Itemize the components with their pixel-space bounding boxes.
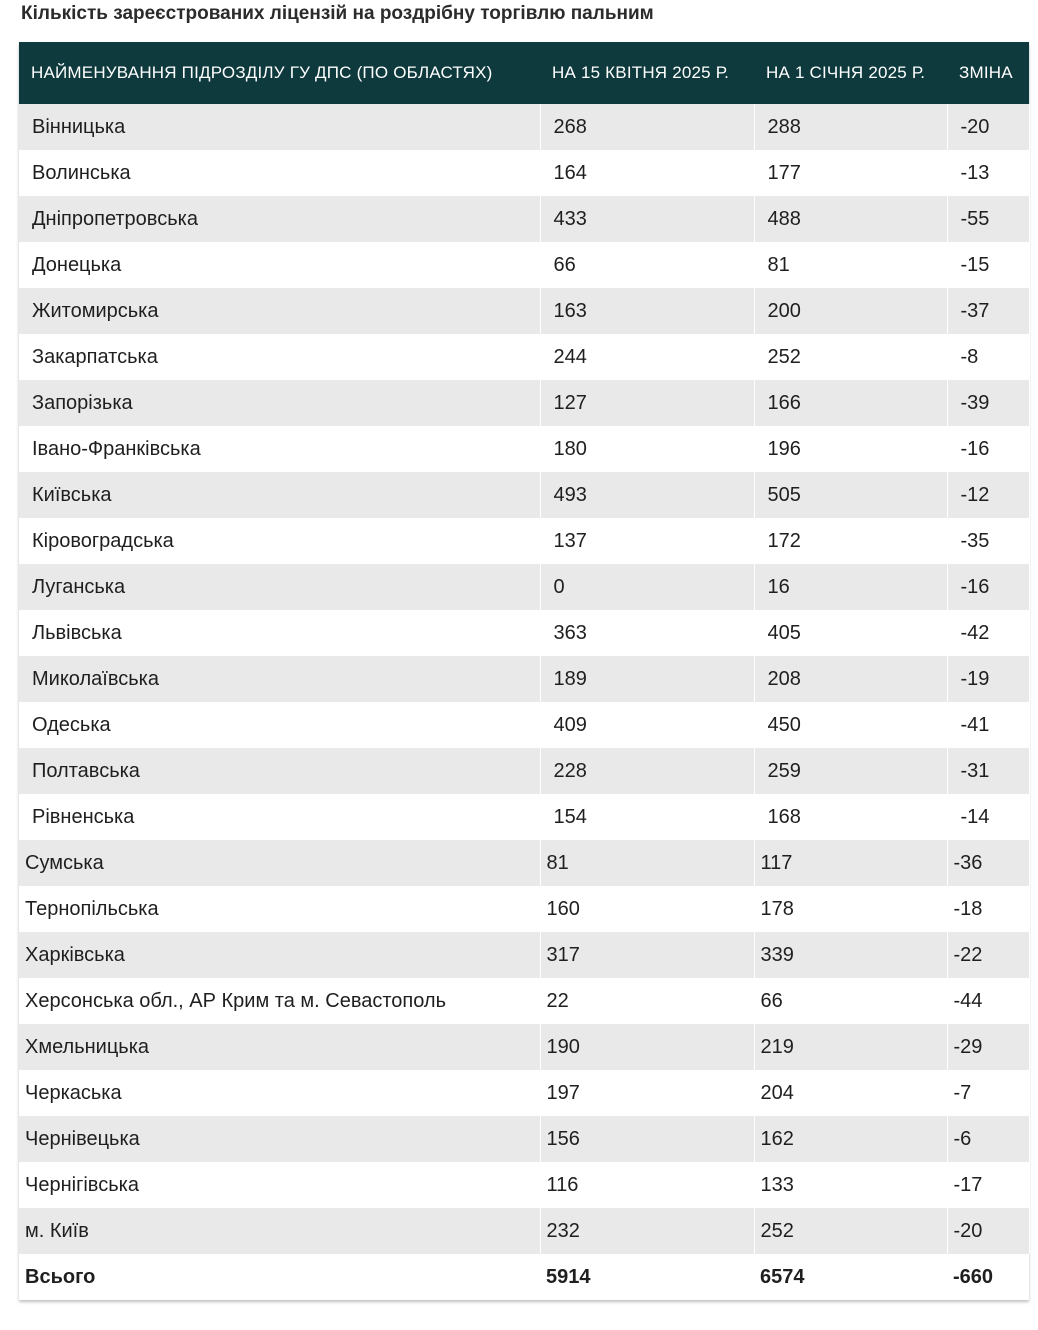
cell-change: -12 bbox=[947, 472, 1029, 518]
header-change: ЗМІНА bbox=[947, 42, 1029, 104]
cell-january: 172 bbox=[754, 518, 947, 564]
cell-january: 162 bbox=[754, 1116, 947, 1162]
cell-change: -13 bbox=[947, 150, 1029, 196]
table-row bbox=[19, 196, 1029, 242]
cell-region: Черкаська bbox=[19, 1070, 540, 1116]
cell-january: 259 bbox=[754, 748, 947, 794]
cell-january: 117 bbox=[754, 840, 947, 886]
table-row bbox=[19, 288, 1029, 334]
cell-region: Рівненська bbox=[19, 794, 540, 840]
cell-january: 66 bbox=[754, 978, 947, 1024]
cell-april: 164 bbox=[540, 150, 754, 196]
cell-change: -22 bbox=[947, 932, 1029, 978]
cell-january: 178 bbox=[754, 886, 947, 932]
table-row bbox=[19, 1162, 1029, 1208]
table-row bbox=[19, 1208, 1029, 1254]
table-row bbox=[19, 1116, 1029, 1162]
cell-region: Волинська bbox=[19, 150, 540, 196]
table-row bbox=[19, 242, 1029, 288]
cell-region: Полтавська bbox=[19, 748, 540, 794]
cell-january: 219 bbox=[754, 1024, 947, 1070]
cell-change: -19 bbox=[947, 656, 1029, 702]
cell-change: -42 bbox=[947, 610, 1029, 656]
cell-january: 339 bbox=[754, 932, 947, 978]
table-row bbox=[19, 334, 1029, 380]
cell-region: Тернопільська bbox=[19, 886, 540, 932]
cell-change: -20 bbox=[947, 1208, 1029, 1254]
cell-region: Миколаївська bbox=[19, 656, 540, 702]
cell-change: -16 bbox=[947, 564, 1029, 610]
cell-april: 160 bbox=[540, 886, 754, 932]
cell-january: 133 bbox=[754, 1162, 947, 1208]
cell-april: 22 bbox=[540, 978, 754, 1024]
cell-change: -41 bbox=[947, 702, 1029, 748]
table-row bbox=[19, 472, 1029, 518]
cell-april: 0 bbox=[540, 564, 754, 610]
cell-january: 166 bbox=[754, 380, 947, 426]
cell-january: 252 bbox=[754, 1208, 947, 1254]
cell-region: Запорізька bbox=[19, 380, 540, 426]
table-row bbox=[19, 518, 1029, 564]
header-january: НА 1 СІЧНЯ 2025 Р. bbox=[754, 42, 947, 104]
cell-change: -16 bbox=[947, 426, 1029, 472]
cell-april: 116 bbox=[540, 1162, 754, 1208]
cell-change: -6 bbox=[947, 1116, 1029, 1162]
cell-april: 81 bbox=[540, 840, 754, 886]
table-row bbox=[19, 840, 1029, 886]
table-row bbox=[19, 794, 1029, 840]
table-row bbox=[19, 886, 1029, 932]
table-row bbox=[19, 932, 1029, 978]
cell-change: -39 bbox=[947, 380, 1029, 426]
cell-change: -8 bbox=[947, 334, 1029, 380]
cell-april: 433 bbox=[540, 196, 754, 242]
cell-april: 197 bbox=[540, 1070, 754, 1116]
cell-region: Донецька bbox=[19, 242, 540, 288]
cell-april: 493 bbox=[540, 472, 754, 518]
cell-january: 505 bbox=[754, 472, 947, 518]
cell-change: -36 bbox=[947, 840, 1029, 886]
cell-january: 200 bbox=[754, 288, 947, 334]
cell-april: 180 bbox=[540, 426, 754, 472]
cell-region: Харківська bbox=[19, 932, 540, 978]
cell-change: -29 bbox=[947, 1024, 1029, 1070]
total-label: Всього bbox=[19, 1254, 540, 1300]
cell-change: -15 bbox=[947, 242, 1029, 288]
cell-april: 190 bbox=[540, 1024, 754, 1070]
cell-change: -18 bbox=[947, 886, 1029, 932]
cell-change: -55 bbox=[947, 196, 1029, 242]
cell-january: 16 bbox=[754, 564, 947, 610]
cell-april: 228 bbox=[540, 748, 754, 794]
cell-change: -14 bbox=[947, 794, 1029, 840]
cell-region: Дніпропетровська bbox=[19, 196, 540, 242]
table-row bbox=[19, 564, 1029, 610]
cell-region: Херсонська обл., АР Крим та м. Севастополь bbox=[19, 978, 540, 1024]
cell-change: -37 bbox=[947, 288, 1029, 334]
cell-region: Чернівецька bbox=[19, 1116, 540, 1162]
header-april: НА 15 КВІТНЯ 2025 Р. bbox=[540, 42, 754, 104]
cell-change: -20 bbox=[947, 104, 1029, 150]
table-row bbox=[19, 150, 1029, 196]
total-change: -660 bbox=[947, 1254, 1029, 1300]
table-row bbox=[19, 1070, 1029, 1116]
cell-april: 189 bbox=[540, 656, 754, 702]
cell-january: 208 bbox=[754, 656, 947, 702]
cell-january: 81 bbox=[754, 242, 947, 288]
cell-region: м. Київ bbox=[19, 1208, 540, 1254]
cell-january: 177 bbox=[754, 150, 947, 196]
cell-change: -17 bbox=[947, 1162, 1029, 1208]
cell-january: 168 bbox=[754, 794, 947, 840]
page-title: Кількість зареєстрованих ліцензій на роздрібну торгівлю пальним bbox=[21, 3, 654, 24]
cell-january: 488 bbox=[754, 196, 947, 242]
cell-region: Львівська bbox=[19, 610, 540, 656]
table-row bbox=[19, 104, 1029, 150]
cell-january: 196 bbox=[754, 426, 947, 472]
table-body bbox=[19, 104, 1029, 1254]
cell-april: 156 bbox=[540, 1116, 754, 1162]
cell-april: 154 bbox=[540, 794, 754, 840]
cell-january: 204 bbox=[754, 1070, 947, 1116]
table-row bbox=[19, 426, 1029, 472]
cell-region: Житомирська bbox=[19, 288, 540, 334]
table-row bbox=[19, 978, 1029, 1024]
cell-april: 268 bbox=[540, 104, 754, 150]
cell-change: -35 bbox=[947, 518, 1029, 564]
total-january: 6574 bbox=[754, 1254, 947, 1300]
cell-april: 317 bbox=[540, 932, 754, 978]
licenses-table-container bbox=[19, 42, 1029, 1300]
cell-change: -44 bbox=[947, 978, 1029, 1024]
cell-region: Вінницька bbox=[19, 104, 540, 150]
cell-april: 409 bbox=[540, 702, 754, 748]
table-row bbox=[19, 656, 1029, 702]
table-row bbox=[19, 380, 1029, 426]
total-row bbox=[19, 1254, 1029, 1300]
cell-region: Київська bbox=[19, 472, 540, 518]
table-row bbox=[19, 702, 1029, 748]
cell-region: Чернігівська bbox=[19, 1162, 540, 1208]
licenses-table bbox=[19, 42, 1030, 1300]
cell-region: Хмельницька bbox=[19, 1024, 540, 1070]
cell-january: 288 bbox=[754, 104, 947, 150]
cell-january: 450 bbox=[754, 702, 947, 748]
cell-april: 232 bbox=[540, 1208, 754, 1254]
cell-region: Закарпатська bbox=[19, 334, 540, 380]
table-header-row bbox=[19, 42, 1029, 104]
table-row bbox=[19, 1024, 1029, 1070]
header-region: НАЙМЕНУВАННЯ ПІДРОЗДІЛУ ГУ ДПС (ПО ОБЛАСТЯХ) bbox=[19, 42, 540, 104]
cell-april: 66 bbox=[540, 242, 754, 288]
cell-change: -7 bbox=[947, 1070, 1029, 1116]
cell-april: 163 bbox=[540, 288, 754, 334]
total-april: 5914 bbox=[540, 1254, 754, 1300]
cell-region: Кіровоградська bbox=[19, 518, 540, 564]
cell-region: Одеська bbox=[19, 702, 540, 748]
cell-region: Луганська bbox=[19, 564, 540, 610]
table-row bbox=[19, 610, 1029, 656]
cell-april: 363 bbox=[540, 610, 754, 656]
cell-change: -31 bbox=[947, 748, 1029, 794]
cell-region: Івано-Франківська bbox=[19, 426, 540, 472]
cell-april: 244 bbox=[540, 334, 754, 380]
cell-april: 127 bbox=[540, 380, 754, 426]
cell-april: 137 bbox=[540, 518, 754, 564]
table-row bbox=[19, 748, 1029, 794]
cell-region: Сумська bbox=[19, 840, 540, 886]
cell-january: 405 bbox=[754, 610, 947, 656]
cell-january: 252 bbox=[754, 334, 947, 380]
